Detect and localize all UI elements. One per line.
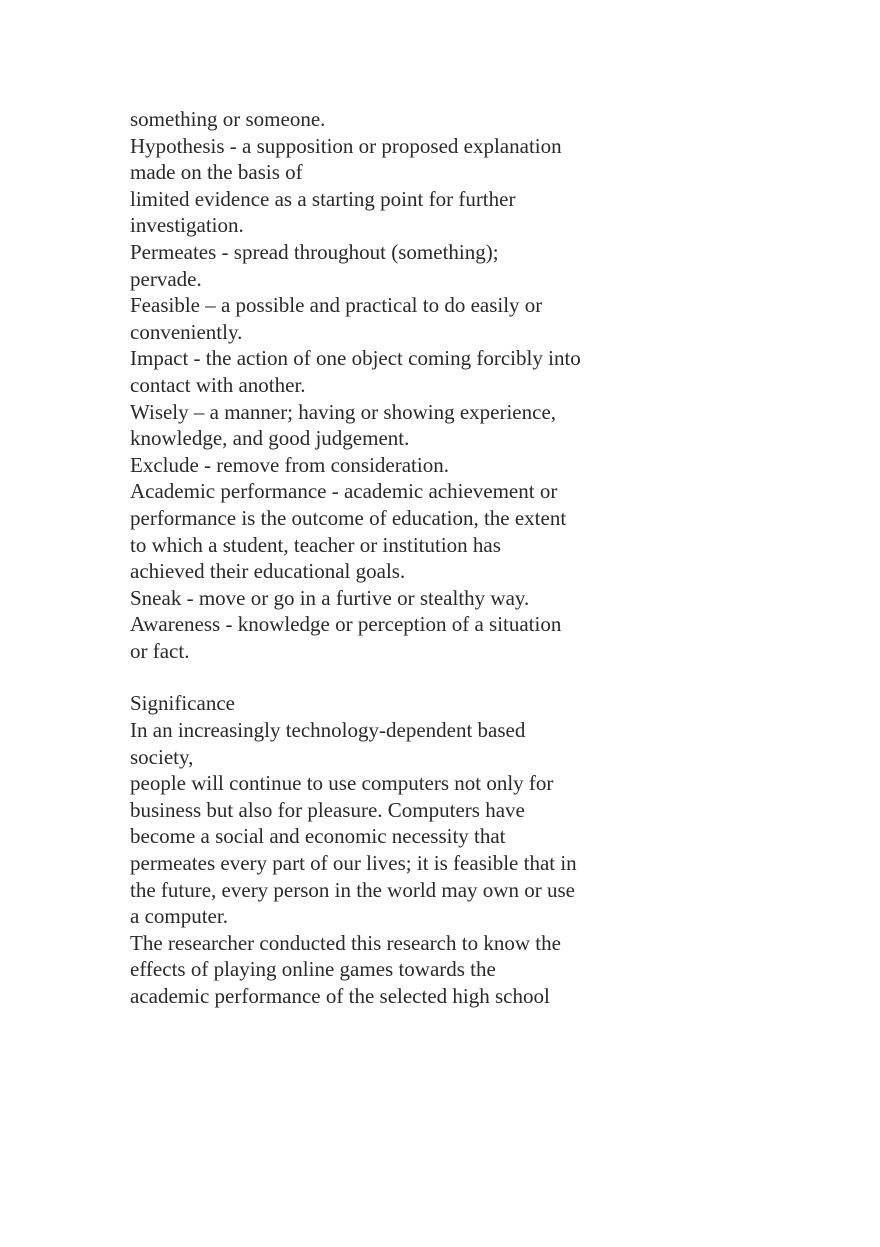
paragraph-line: become a social and economic necessity that bbox=[130, 824, 506, 849]
paragraph-line: In an increasingly technology-dependent based bbox=[130, 718, 526, 743]
significance-section bbox=[130, 690, 640, 1009]
glossary-line: conveniently. bbox=[130, 319, 243, 344]
paragraph-line: society, bbox=[130, 744, 194, 769]
glossary-line: performance is the outcome of education, the extent bbox=[130, 505, 567, 530]
glossary-line: achieved their educational goals. bbox=[130, 559, 406, 584]
glossary-line: contact with another. bbox=[130, 372, 306, 397]
paragraph-line: the future, every person in the world may own or use bbox=[130, 877, 575, 902]
glossary-line: investigation. bbox=[130, 213, 244, 238]
glossary-line: Permeates - spread throughout (something); bbox=[130, 239, 499, 264]
glossary-line: Impact - the action of one object coming forcibly into bbox=[130, 346, 581, 371]
glossary-line: Wisely – a manner; having or showing experience, bbox=[130, 399, 557, 424]
glossary-line: Exclude - remove from consideration. bbox=[130, 452, 449, 477]
paragraph-line: people will continue to use computers not only for bbox=[130, 771, 554, 796]
glossary-line: to which a student, teacher or institution has bbox=[130, 532, 501, 557]
paragraph-line: business but also for pleasure. Computers have bbox=[130, 797, 525, 822]
glossary-line: knowledge, and good judgement. bbox=[130, 426, 410, 451]
glossary-line: limited evidence as a starting point for further bbox=[130, 186, 516, 211]
glossary-line: something or someone. bbox=[130, 107, 326, 131]
paragraph-line: permeates every part of our lives; it is feasible that in bbox=[130, 851, 577, 876]
paragraph-spacer bbox=[130, 664, 640, 690]
glossary-line: or fact. bbox=[130, 638, 190, 663]
paragraph-line: effects of playing online games towards the bbox=[130, 957, 496, 982]
glossary-line: Feasible – a possible and practical to do easily or bbox=[130, 293, 543, 318]
glossary-line: pervade. bbox=[130, 266, 202, 291]
glossary-line: Sneak - move or go in a furtive or stealthy way. bbox=[130, 585, 530, 610]
paragraph-line: a computer. bbox=[130, 904, 228, 929]
paragraph-line: academic performance of the selected high school bbox=[130, 984, 550, 1008]
glossary-section bbox=[130, 106, 640, 664]
section-heading: Significance bbox=[130, 691, 235, 716]
glossary-line: made on the basis of bbox=[130, 160, 303, 185]
glossary-line: Hypothesis - a supposition or proposed explanation bbox=[130, 133, 562, 158]
glossary-line: Awareness - knowledge or perception of a situation bbox=[130, 612, 562, 637]
glossary-line: Academic performance - academic achievement or bbox=[130, 479, 558, 504]
document-body bbox=[130, 106, 640, 1010]
paragraph-line: The researcher conducted this research to know the bbox=[130, 930, 561, 955]
